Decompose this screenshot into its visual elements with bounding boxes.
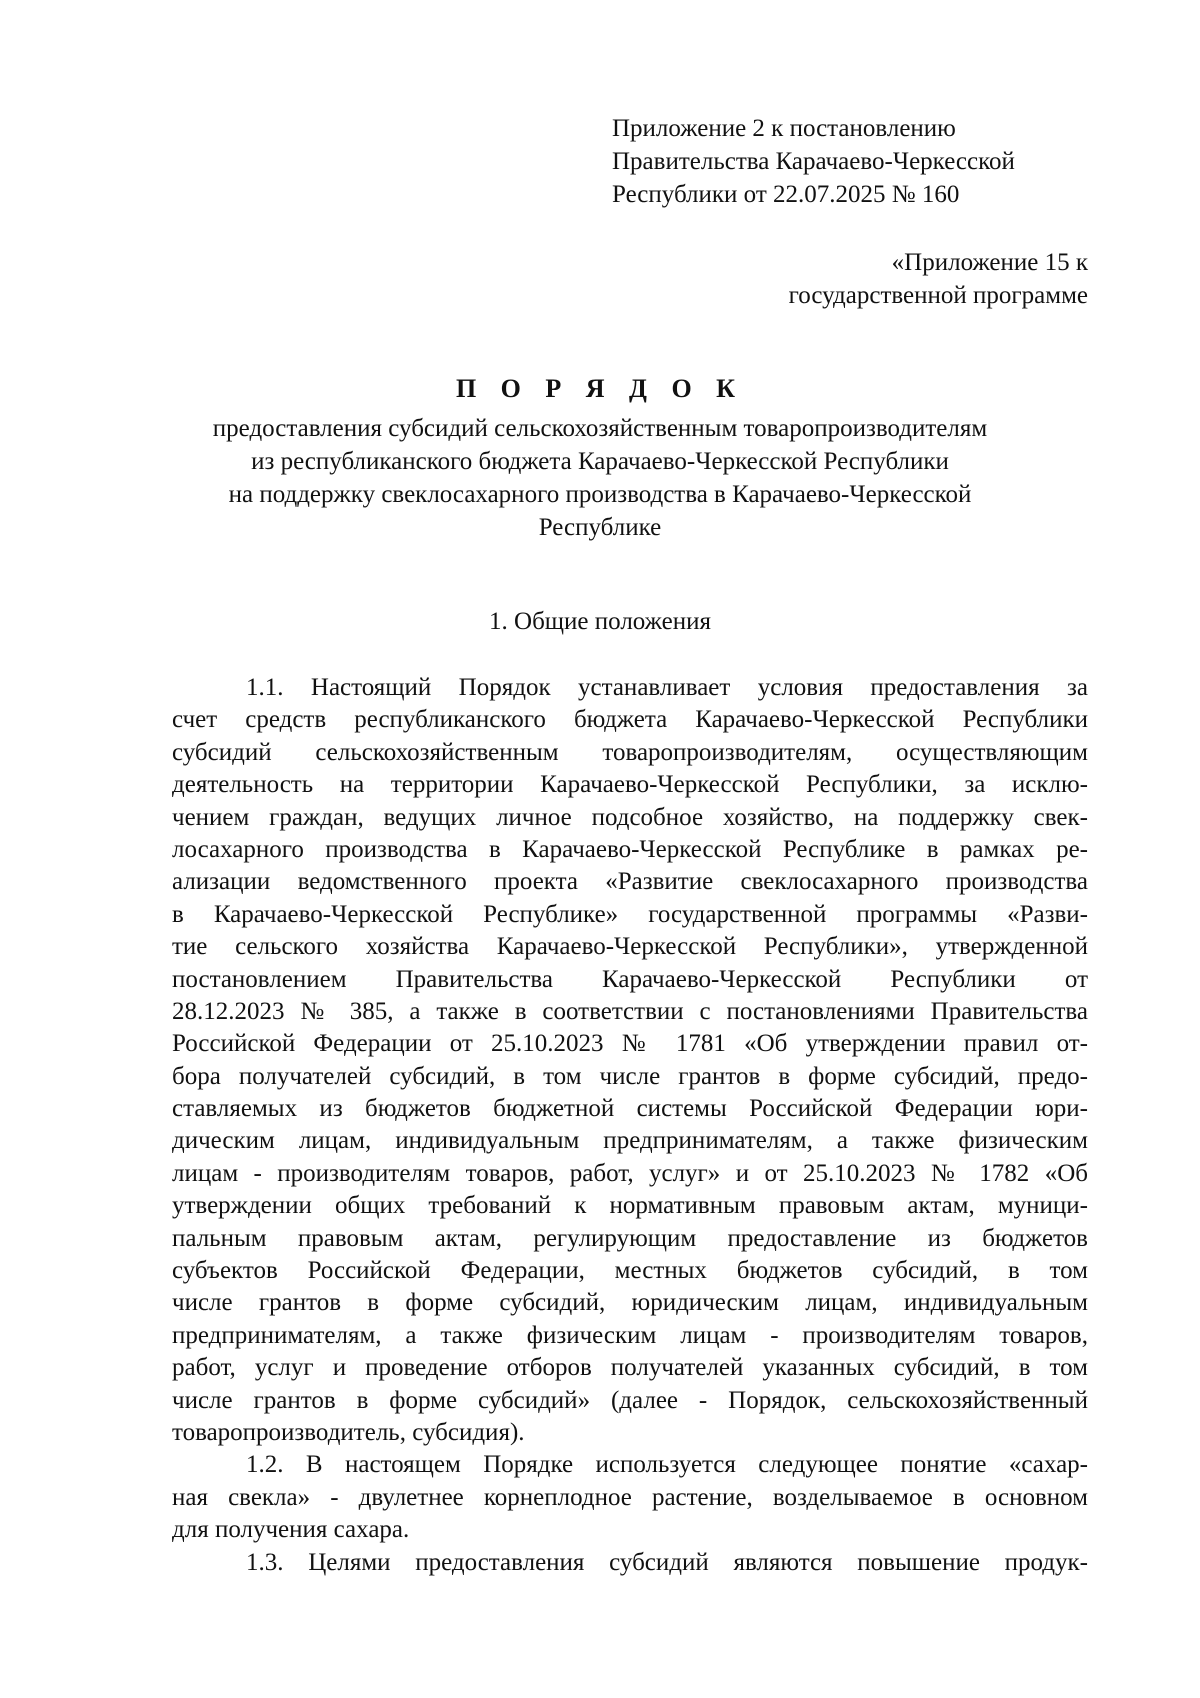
subtitle-line: на поддержку свеклосахарного производства в Карачаево-Черкесской: [228, 481, 972, 508]
document-subtitle: [150, 412, 1050, 544]
body-line: постановлением Правительства Карачаево-Черкесской Республики от: [172, 965, 1088, 993]
body-line: ная свекла» - двулетнее корнеплодное растение, возделываемое в основном: [172, 1483, 1088, 1511]
body-line: числе грантов в форме субсидий» (далее - Порядок, сельскохозяйственный: [172, 1386, 1088, 1414]
body-line: товаропроизводитель, субсидия).: [172, 1418, 525, 1446]
body-line: дическим лицам, индивидуальным предпринимателям, а также физическим: [172, 1127, 1088, 1155]
resolution-reference-line: Приложение 2 к постановлению: [612, 115, 956, 142]
body-line: ставляемых из бюджетов бюджетной системы Российской Федерации юри-: [172, 1095, 1088, 1123]
body-line: счет средств республиканского бюджета Карачаево-Черкесской Республики: [172, 706, 1088, 734]
subtitle-line: предоставления субсидий сельскохозяйственным товаропроизводителям: [212, 415, 988, 442]
body-line: 1.3. Целями предоставления субсидий являются повышение продук-: [246, 1548, 1088, 1576]
body-line: в Карачаево-Черкесской Республике» государственной программы «Разви-: [172, 900, 1088, 928]
body-line: чением граждан, ведущих личное подсобное хозяйство, на поддержку свек-: [172, 803, 1088, 831]
resolution-reference: [612, 112, 1132, 211]
body-line: предпринимателям, а также физическим лицам - производителям товаров,: [172, 1321, 1088, 1349]
body-line: работ, услуг и проведение отборов получателей указанных субсидий, в том: [172, 1354, 1088, 1382]
body-line: 1.2. В настоящем Порядке используется следующее понятие «сахар-: [246, 1451, 1088, 1479]
resolution-reference-line: Правительства Карачаево-Черкесской: [612, 148, 1015, 175]
body-line: пальным правовым актам, регулирующим предоставление из бюджетов: [172, 1224, 1088, 1252]
body-line: деятельность на территории Карачаево-Черкесской Республики, за исклю-: [172, 771, 1088, 799]
program-appendix-line: государственной программе: [788, 282, 1088, 309]
body-line: 28.12.2023 № 385, а также в соответствии с постановлениями Правительства: [172, 997, 1088, 1025]
body-line: Российской Федерации от 25.10.2023 № 1781 «Об утверждении правил от-: [172, 1030, 1088, 1058]
body-line: ализации ведомственного проекта «Развитие свеклосахарного производства: [172, 868, 1088, 896]
body-line: утверждении общих требований к нормативным правовым актам, муници-: [172, 1192, 1088, 1220]
subtitle-line: из республиканского бюджета Карачаево-Черкесской Республики: [251, 448, 949, 475]
body-line: субъектов Российской Федерации, местных бюджетов субсидий, в том: [172, 1257, 1088, 1285]
document-title: П О Р Я Д О К: [455, 374, 745, 403]
body-line: субсидий сельскохозяйственным товаропроизводителям, осуществляющим: [172, 738, 1088, 766]
body-line: 1.1. Настоящий Порядок устанавливает условия предоставления за: [246, 674, 1088, 701]
body-line: для получения сахара.: [172, 1516, 410, 1544]
body-line: тие сельского хозяйства Карачаево-Черкесской Республики», утвержденной: [172, 933, 1088, 961]
body-line: бора получателей субсидий, в том числе грантов в форме субсидий, предо-: [172, 1062, 1088, 1090]
resolution-reference-line: Республики от 22.07.2025 № 160: [612, 181, 960, 208]
body-text: [172, 672, 1088, 1579]
body-line: лицам - производителям товаров, работ, услуг» и от 25.10.2023 № 1782 «Об: [172, 1159, 1088, 1187]
program-appendix-line: «Приложение 15 к: [891, 249, 1088, 276]
body-line: лосахарного производства в Карачаево-Черкесской Республике в рамках ре-: [172, 835, 1088, 863]
program-appendix-reference: [708, 246, 1088, 312]
subtitle-line: Республике: [538, 514, 662, 541]
body-line: числе грантов в форме субсидий, юридическим лицам, индивидуальным: [172, 1289, 1088, 1317]
section-heading: 1. Общие положения: [489, 608, 711, 635]
